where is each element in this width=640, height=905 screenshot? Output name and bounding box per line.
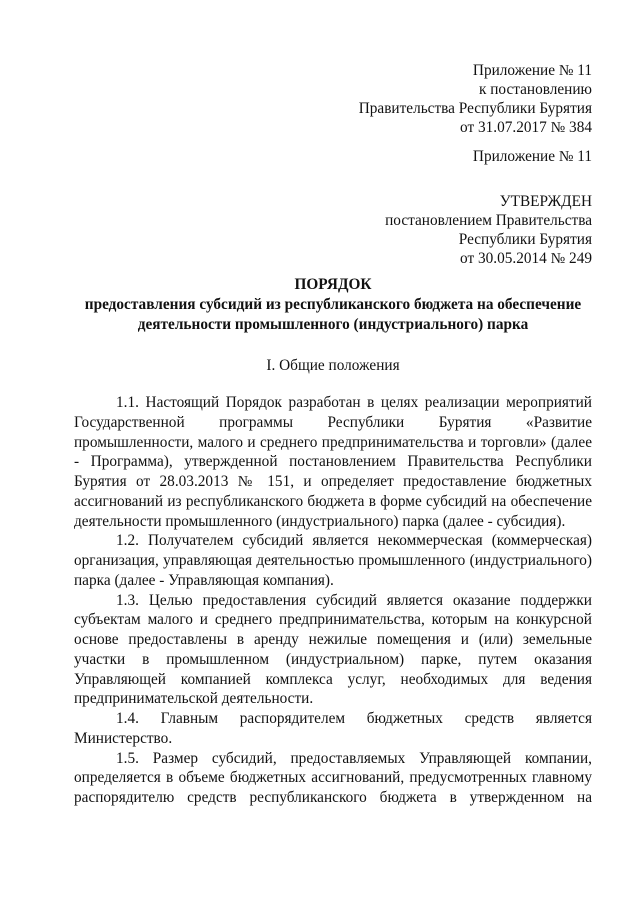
paragraph-1-3: 1.3. Целью предоставления субсидий является оказание поддержки субъектам малого и среднего предпринимательства, которым на конкурсной основе предоставлены в аренду нежилые помещения и (или) земельные участки в промышленном (индустриальном) парке, путем оказания Управляющей компанией комплекса услуг, необходимых для ведения предпринимательской деятельности. <box>74 591 592 708</box>
approved-by: постановлением Правительства <box>385 212 592 229</box>
paragraph-1-1: 1.1. Настоящий Порядок разработан в целях реализации мероприятий Государственной программы Республики Бурятия «Развитие промышленности, малого и среднего предпринимательства и торговли» (далее - Программа), утвержденной постановлением Правительства Республики Бурятия от 28.03.2013 № 151, и определяет предоставление бюджетных ассигнований из республиканского бюджета в форме субсидий на обеспечение деятельности промышленного (индустриального) парка (далее - субсидия). <box>74 394 592 530</box>
appendix-header <box>359 61 592 137</box>
document-subtitle: предоставления субсидий из республиканского бюджета на обеспечение деятельности промышленного (индустриального) парка <box>84 296 582 333</box>
paragraph-1-2: 1.2. Получателем субсидий является некоммерческая (коммерческая) организация, управляющая деятельностью промышленного (индустриального) парка (далее - Управляющая компания). <box>74 532 592 589</box>
section-heading: I. Общие положения <box>266 357 400 374</box>
appendix-number: Приложение № 11 <box>472 62 592 79</box>
approval-stamp-text <box>385 192 592 268</box>
appendix-date: от 31.07.2017 № 384 <box>460 119 592 136</box>
appendix-issuer: Правительства Республики Бурятия <box>358 100 592 117</box>
appendix-reference: к постановлению <box>478 81 592 98</box>
approved-issuer: Республики Бурятия <box>458 231 592 248</box>
approved-label: УТВЕРЖДЕН <box>499 193 592 210</box>
paragraph-1-4: 1.4. Главным распорядителем бюджетных средств является Министерство. <box>74 710 592 747</box>
paragraph-1-5: 1.5. Размер субсидий, предоставляемых Управляющей компании, определяется в объеме бюджетных ассигнований, предусмотренных главному распорядителю средств республиканского бюджета в утвержденном на <box>74 749 592 806</box>
document-title: ПОРЯДОК <box>294 276 372 293</box>
appendix-repeat-header <box>473 147 592 166</box>
appendix-repeat-number: Приложение № 11 <box>472 148 592 165</box>
approved-date: от 30.05.2014 № 249 <box>460 250 592 267</box>
document-body <box>74 393 592 808</box>
